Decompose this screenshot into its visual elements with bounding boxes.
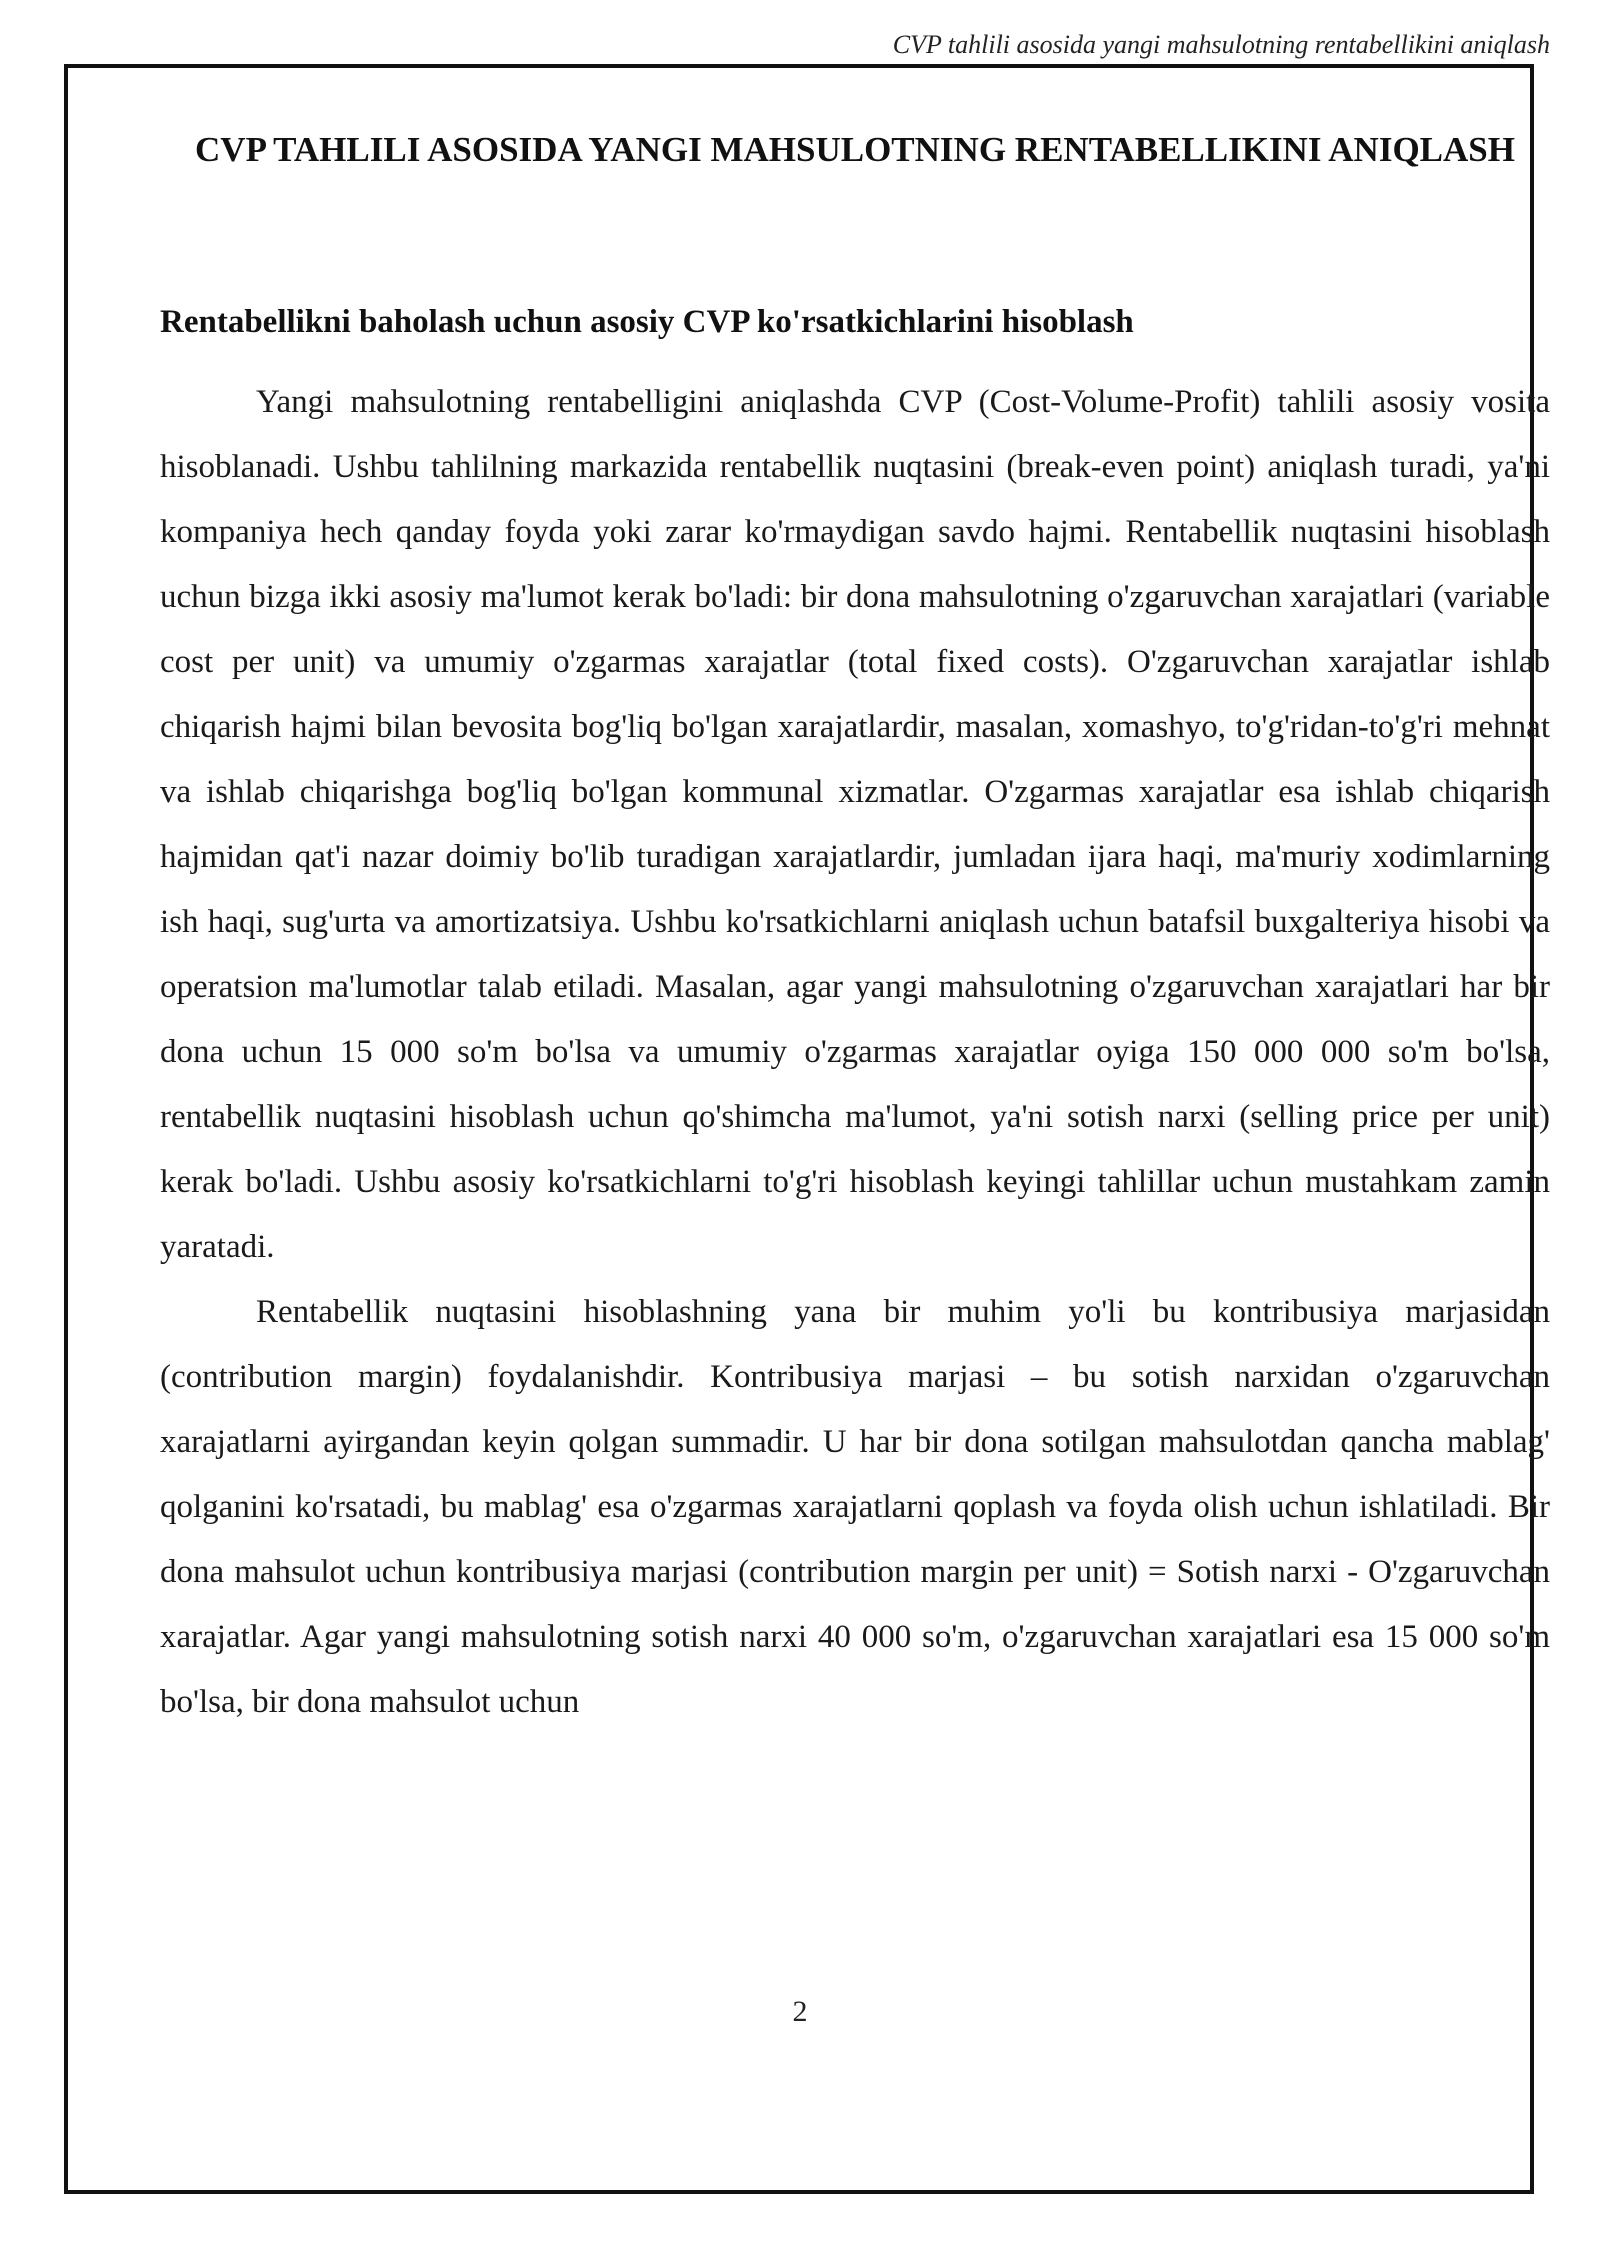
section-heading: Rentabellikni baholash uchun asosiy CVP ko'rsatkichlarini hisoblash <box>160 304 1134 340</box>
page-number: 2 <box>792 1995 808 2028</box>
running-header: CVP tahlili asosida yangi mahsulotning rentabellikini aniqlash <box>892 30 1550 59</box>
paragraph: Rentabellik nuqtasini hisoblashning yana bir muhim yo'li bu kontribusiya marjasidan (contribution margin) foydalanishdir. Kontribusiya marjasi – bu sotish narxidan o'zgaruvchan xarajatlarni ayirgandan keyin qolgan summadir. U har bir dona sotilgan mahsulotdan qancha mablag' qolganini ko'rsatadi, bu mablag' esa o'zgarmas xarajatlarni qoplash va foyda olish uchun ishlatiladi. Bir dona mahsulot uchun kontribusiya marjasi (contribution margin per unit) = Sotish narxi - O'zgaruvchan xarajatlar. Agar yangi mahsulotning sotish narxi 40 000 so'm, o'zgaruvchan xarajatlari esa 15 000 so'm bo'lsa, bir dona mahsulot uchun <box>160 1294 1550 1720</box>
document-title: CVP TAHLILI ASOSIDA YANGI MAHSULOTNING RENTABELLIKINI ANIQLASH <box>195 130 1515 169</box>
body-text <box>160 370 1550 1735</box>
paragraph: Yangi mahsulotning rentabelligini aniqlashda CVP (Cost-Volume-Profit) tahlili asosiy vosita hisoblanadi. Ushbu tahlilning markazida rentabellik nuqtasini (break-even point) aniqlash turadi, ya'ni kompaniya hech qanday foyda yoki zarar ko'rmaydigan savdo hajmi. Rentabellik nuqtasini hisoblash uchun bizga ikki asosiy ma'lumot kerak bo'ladi: bir dona mahsulotning o'zgaruvchan xarajatlari (variable cost per unit) va umumiy o'zgarmas xarajatlar (total fixed costs). O'zgaruvchan xarajatlar ishlab chiqarish hajmi bilan bevosita bog'liq bo'lgan xarajatlardir, masalan, xomashyo, to'g'ridan-to'g'ri mehnat va ishlab chiqarishga bog'liq bo'lgan kommunal xizmatlar. O'zgarmas xarajatlar esa ishlab chiqarish hajmidan qat'i nazar doimiy bo'lib turadigan xarajatlardir, jumladan ijara haqi, ma'muriy xodimlarning ish haqi, sug'urta va amortizatsiya. Ushbu ko'rsatkichlarni aniqlash uchun batafsil buxgalteriya hisobi va operatsion ma'lumotlar talab etiladi. Masalan, agar yangi mahsulotning o'zgaruvchan xarajatlari har bir dona uchun 15 000 so'm bo'lsa va umumiy o'zgarmas xarajatlar oyiga 150 000 000 so'm bo'lsa, rentabellik nuqtasini hisoblash uchun qo'shimcha ma'lumot, ya'ni sotish narxi (selling price per unit) kerak bo'ladi. Ushbu asosiy ko'rsatkichlarni to'g'ri hisoblash keyingi tahlillar uchun mustahkam zamin yaratadi. <box>160 384 1550 1265</box>
